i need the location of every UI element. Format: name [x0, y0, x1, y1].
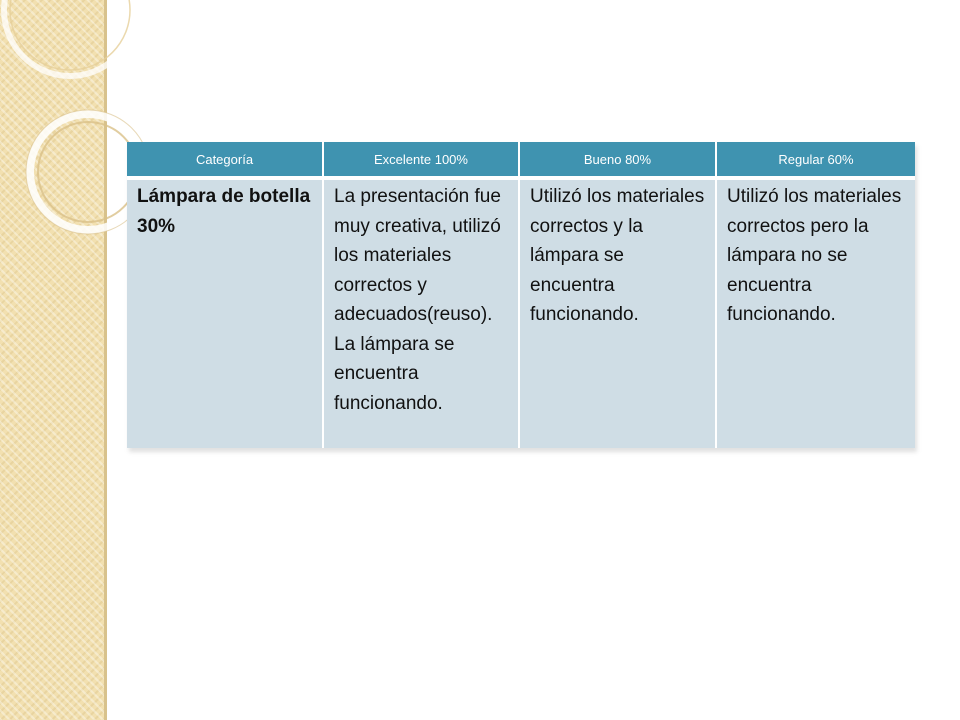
header-regular: Regular 60% [716, 142, 915, 178]
header-bueno: Bueno 80% [519, 142, 716, 178]
category-cell [127, 178, 323, 448]
category-name: Lámpara de botella [137, 186, 311, 207]
regular-cell: Utilizó los materiales correctos pero la lámpara no se encuentra funcionando. [716, 178, 915, 448]
header-categoria: Categoría [127, 142, 323, 178]
header-excelente: Excelente 100% [323, 142, 519, 178]
rubric-table [127, 142, 915, 448]
category-weight: 30% [137, 215, 176, 237]
rubric-row [127, 178, 915, 448]
excelente-cell: La presentación fue muy creativa, utilizó los materiales correctos y adecuados(reuso). La lámpara se encuentra funcionando. [323, 178, 519, 448]
bueno-cell: Utilizó los materiales correctos y la lámpara se encuentra funcionando. [519, 178, 716, 448]
rubric-header-row [127, 142, 915, 178]
